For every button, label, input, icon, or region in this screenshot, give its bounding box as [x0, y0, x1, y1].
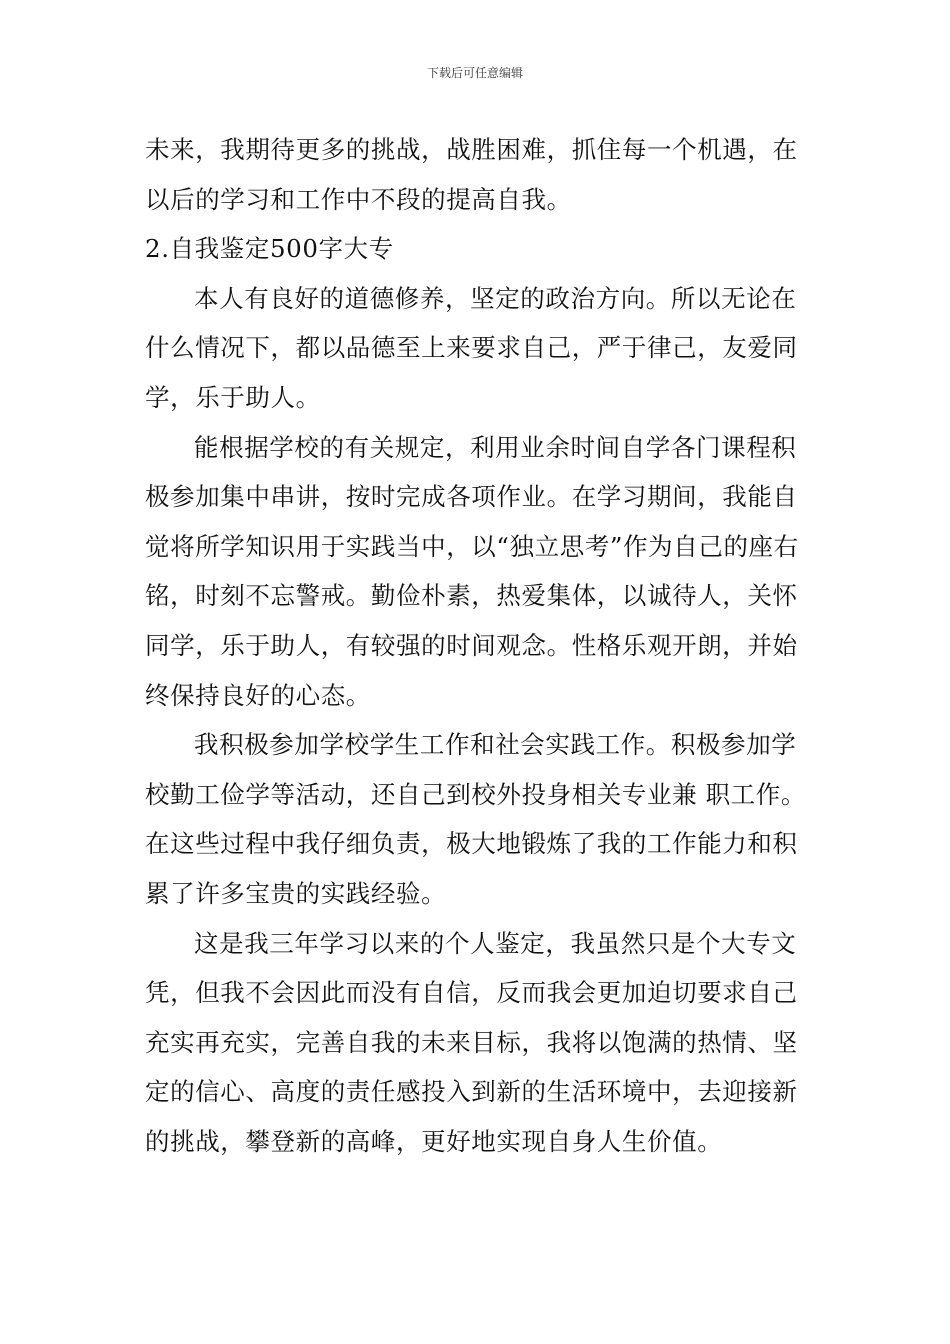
- intro-paragraph: 未来，我期待更多的挑战，战胜困难，抓住每一个机遇，在以后的学习和工作中不段的提高自我。: [145, 135, 798, 214]
- page-header: 下载后可任意编辑: [426, 66, 523, 80]
- paragraph-3: 我积极参加学校学生工作和社会实践工作。积极参加学校勤工俭学等活动，还自己到校外投身相关专业兼 职工作。在这些过程中我仔细负责，极大地锻炼了我的工作能力和积累了许多宝贵的实践经验。: [145, 730, 806, 908]
- paragraph-2: 能根据学校的有关规定，利用业余时间自学各门课程积极参加集中串讲，按时完成各项作业。在学习期间，我能自觉将所学知识用于实践当中，以“独立思考”作为自己的座右铭，时刻不忘警戒。勤俭朴素，热爱集体，以诚待人，关怀同学，乐于助人，有较强的时间观念。性格乐观开朗，并始终保持良好的心态。: [145, 432, 799, 710]
- paragraph-4: 这是我三年学习以来的个人鉴定，我虽然只是个大专文凭，但我不会因此而没有自信，反而我会更加迫切要求自己充实再充实，完善自我的未来目标，我将以饱满的热情、坚定的信心、高度的责任感投入到新的生活环境中，去迎接新的挑战，攀登新的高峰，更好地实现自身人生价值。: [145, 928, 798, 1156]
- document-body: [145, 125, 810, 1166]
- section-heading: 2.自我鉴定500字大专: [145, 234, 394, 264]
- paragraph-1: 本人有良好的道德修养，坚定的政治方向。所以无论在什么情况下，都以品德至上来要求自己，严于律己，友爱同学，乐于助人。: [145, 283, 798, 412]
